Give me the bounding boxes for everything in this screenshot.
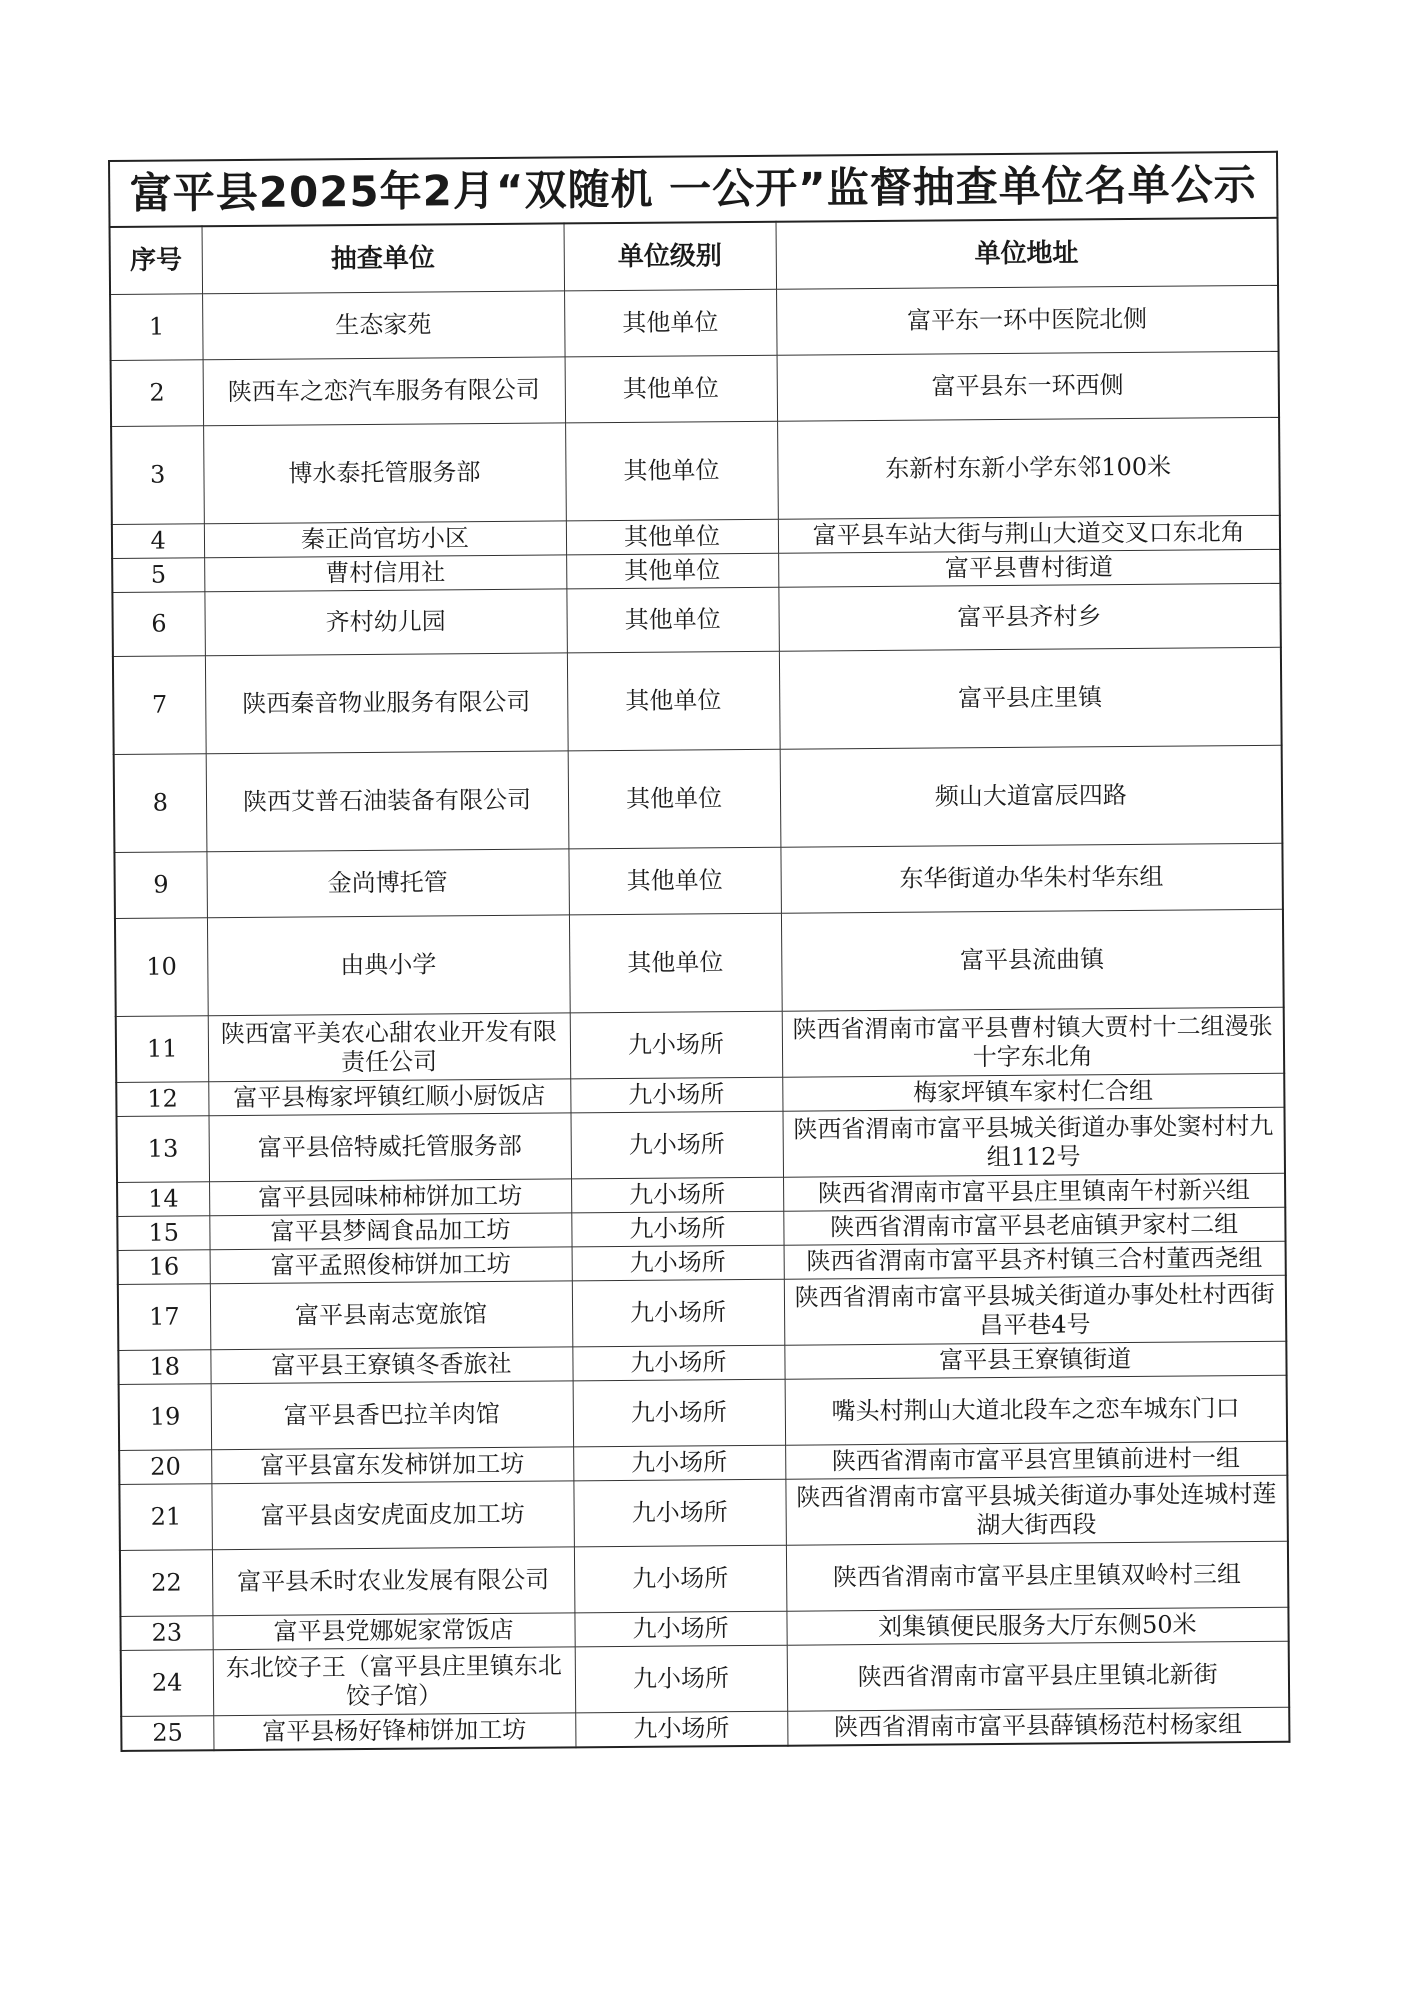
cell-level: 九小场所 [570, 1111, 783, 1179]
cell-no: 2 [111, 360, 204, 427]
inspection-list-table [108, 151, 1290, 1752]
table-row [111, 351, 1279, 426]
cell-unit: 齐村幼儿园 [204, 589, 566, 656]
cell-unit: 富平县梅家坪镇红顺小厨饭店 [208, 1079, 570, 1116]
cell-no: 10 [115, 918, 208, 1017]
table-row [119, 1475, 1287, 1550]
cell-no: 25 [121, 1716, 213, 1751]
cell-address: 富平县齐村乡 [778, 583, 1280, 651]
cell-unit: 曹村信用社 [204, 555, 566, 592]
cell-level: 九小场所 [572, 1345, 784, 1381]
cell-address: 频山大道富辰四路 [780, 745, 1283, 847]
table-row [121, 1641, 1289, 1716]
cell-unit: 富平县梦阔食品加工坊 [209, 1213, 571, 1250]
cell-no: 20 [119, 1450, 211, 1485]
table-row [120, 1541, 1288, 1616]
cell-address: 陕西省渭南市富平县齐村镇三合村董西尧组 [784, 1241, 1286, 1279]
cell-unit: 富平县卤安虎面皮加工坊 [211, 1481, 574, 1550]
cell-no: 21 [119, 1484, 212, 1551]
cell-level: 其他单位 [565, 355, 778, 423]
cell-level: 其他单位 [566, 519, 778, 555]
cell-level: 其他单位 [566, 553, 778, 589]
cell-address: 陕西省渭南市富平县城关街道办事处连城村莲湖大街西段 [785, 1475, 1288, 1545]
cell-no: 24 [121, 1650, 214, 1717]
cell-unit: 陕西富平美农心甜农业开发有限责任公司 [208, 1013, 571, 1082]
cell-unit: 富平县倍特威托管服务部 [209, 1113, 572, 1182]
cell-no: 17 [118, 1284, 211, 1351]
header-no: 序号 [110, 226, 203, 294]
cell-address: 富平东一环中医院北侧 [776, 285, 1279, 355]
cell-address: 东华街道办华朱村华东组 [780, 843, 1283, 913]
cell-address: 梅家坪镇车家村仁合组 [782, 1073, 1284, 1111]
cell-level: 其他单位 [568, 847, 781, 915]
cell-no: 19 [119, 1384, 212, 1451]
cell-address: 陕西省渭南市富平县城关街道办事处窦村村九组112号 [782, 1107, 1285, 1177]
cell-level: 其他单位 [564, 289, 777, 357]
cell-address: 嘴头村荆山大道北段车之恋车城东门口 [785, 1375, 1288, 1445]
table-row [114, 843, 1282, 918]
table-row [112, 583, 1280, 656]
table-row [110, 285, 1278, 360]
cell-level: 九小场所 [573, 1479, 786, 1547]
cell-level: 其他单位 [567, 651, 780, 751]
header-row [110, 218, 1278, 295]
cell-unit: 富平县南志宽旅馆 [210, 1281, 573, 1350]
cell-address: 陕西省渭南市富平县庄里镇双岭村三组 [786, 1541, 1289, 1611]
cell-unit: 秦正尚官坊小区 [204, 521, 566, 558]
cell-unit: 富平县园味柿柿饼加工坊 [209, 1179, 571, 1216]
cell-level: 九小场所 [570, 1077, 782, 1113]
cell-address: 陕西省渭南市富平县庄里镇南午村新兴组 [783, 1173, 1285, 1211]
cell-no: 11 [116, 1016, 209, 1083]
cell-unit: 生态家苑 [202, 291, 565, 360]
cell-address: 陕西省渭南市富平县宫里镇前进村一组 [785, 1441, 1287, 1479]
cell-no: 22 [120, 1550, 213, 1617]
table-row [117, 1107, 1285, 1182]
cell-unit: 由典小学 [207, 915, 570, 1016]
cell-no: 1 [110, 294, 203, 361]
cell-address: 刘集镇便民服务大厅东侧50米 [786, 1607, 1288, 1645]
cell-no: 18 [118, 1350, 210, 1385]
cell-level: 九小场所 [571, 1177, 783, 1213]
cell-level: 九小场所 [573, 1445, 785, 1481]
cell-no: 14 [117, 1182, 209, 1217]
cell-address: 陕西省渭南市富平县庄里镇北新街 [787, 1641, 1290, 1711]
header-level: 单位级别 [564, 222, 777, 291]
table-body [110, 285, 1289, 1750]
header-address: 单位地址 [776, 218, 1279, 289]
cell-no: 7 [113, 656, 206, 755]
table-row [113, 647, 1282, 754]
cell-unit: 陕西艾普石油装备有限公司 [206, 751, 569, 852]
cell-no: 8 [114, 754, 207, 853]
cell-level: 其他单位 [569, 913, 782, 1013]
cell-level: 九小场所 [575, 1645, 788, 1713]
cell-level: 其他单位 [566, 587, 778, 653]
cell-no: 15 [117, 1216, 209, 1251]
cell-address: 富平县王寮镇街道 [784, 1341, 1286, 1379]
cell-address: 富平县车站大街与荆山大道交叉口东北角 [778, 515, 1280, 553]
cell-unit: 东北饺子王（富平县庄里镇东北饺子馆） [213, 1647, 576, 1716]
cell-unit: 陕西秦音物业服务有限公司 [205, 653, 568, 754]
cell-unit: 金尚博托管 [206, 849, 569, 918]
cell-address: 富平县庄里镇 [779, 647, 1282, 749]
page-title: 富平县2025年2月“双随机 一公开”监督抽查单位名单公示 [108, 151, 1278, 226]
cell-level: 九小场所 [575, 1711, 787, 1747]
cell-address: 富平县流曲镇 [781, 909, 1284, 1011]
cell-address: 陕西省渭南市富平县城关街道办事处杜村西街昌平巷4号 [784, 1275, 1287, 1345]
cell-unit: 富平县富东发柿饼加工坊 [211, 1447, 573, 1484]
cell-address: 东新村东新小学东邻100米 [777, 417, 1280, 519]
cell-level: 其他单位 [565, 421, 778, 521]
cell-no: 13 [117, 1116, 210, 1183]
cell-no: 16 [118, 1250, 210, 1285]
cell-unit: 富平县禾时农业发展有限公司 [212, 1547, 575, 1616]
cell-level: 九小场所 [571, 1211, 783, 1247]
cell-no: 5 [112, 558, 204, 593]
cell-no: 12 [116, 1082, 208, 1117]
table-row [111, 417, 1280, 524]
table-row [118, 1275, 1286, 1350]
cell-no: 6 [112, 592, 204, 657]
header-unit: 抽查单位 [202, 223, 565, 293]
cell-unit: 富平县香巴拉羊肉馆 [211, 1381, 574, 1450]
cell-address: 陕西省渭南市富平县薛镇杨范村杨家组 [787, 1707, 1289, 1745]
cell-unit: 富平县王寮镇冬香旅社 [210, 1347, 572, 1384]
cell-no: 3 [111, 426, 204, 525]
table-row [116, 1007, 1284, 1082]
cell-level: 其他单位 [568, 749, 781, 849]
cell-level: 九小场所 [574, 1545, 787, 1613]
cell-no: 9 [114, 852, 207, 919]
cell-no: 23 [120, 1616, 212, 1651]
cell-unit: 博水泰托管服务部 [203, 423, 566, 524]
cell-level: 九小场所 [572, 1279, 785, 1347]
table-row [115, 909, 1284, 1016]
cell-level: 九小场所 [573, 1379, 786, 1447]
cell-unit: 富平县杨好锋柿饼加工坊 [213, 1713, 575, 1750]
table-row [114, 745, 1283, 852]
cell-no: 4 [112, 524, 204, 559]
cell-unit: 富平县党娜妮家常饭店 [212, 1613, 574, 1650]
cell-unit: 陕西车之恋汽车服务有限公司 [203, 357, 566, 426]
cell-unit: 富平孟照俊柿饼加工坊 [210, 1247, 572, 1284]
cell-address: 陕西省渭南市富平县曹村镇大贾村十二组漫张十字东北角 [782, 1007, 1285, 1077]
cell-address: 陕西省渭南市富平县老庙镇尹家村二组 [783, 1207, 1285, 1245]
cell-level: 九小场所 [570, 1011, 783, 1079]
cell-level: 九小场所 [574, 1611, 786, 1647]
cell-address: 富平县东一环西侧 [777, 351, 1280, 421]
cell-level: 九小场所 [572, 1245, 784, 1281]
cell-address: 富平县曹村街道 [778, 549, 1280, 587]
table-row [119, 1375, 1287, 1450]
